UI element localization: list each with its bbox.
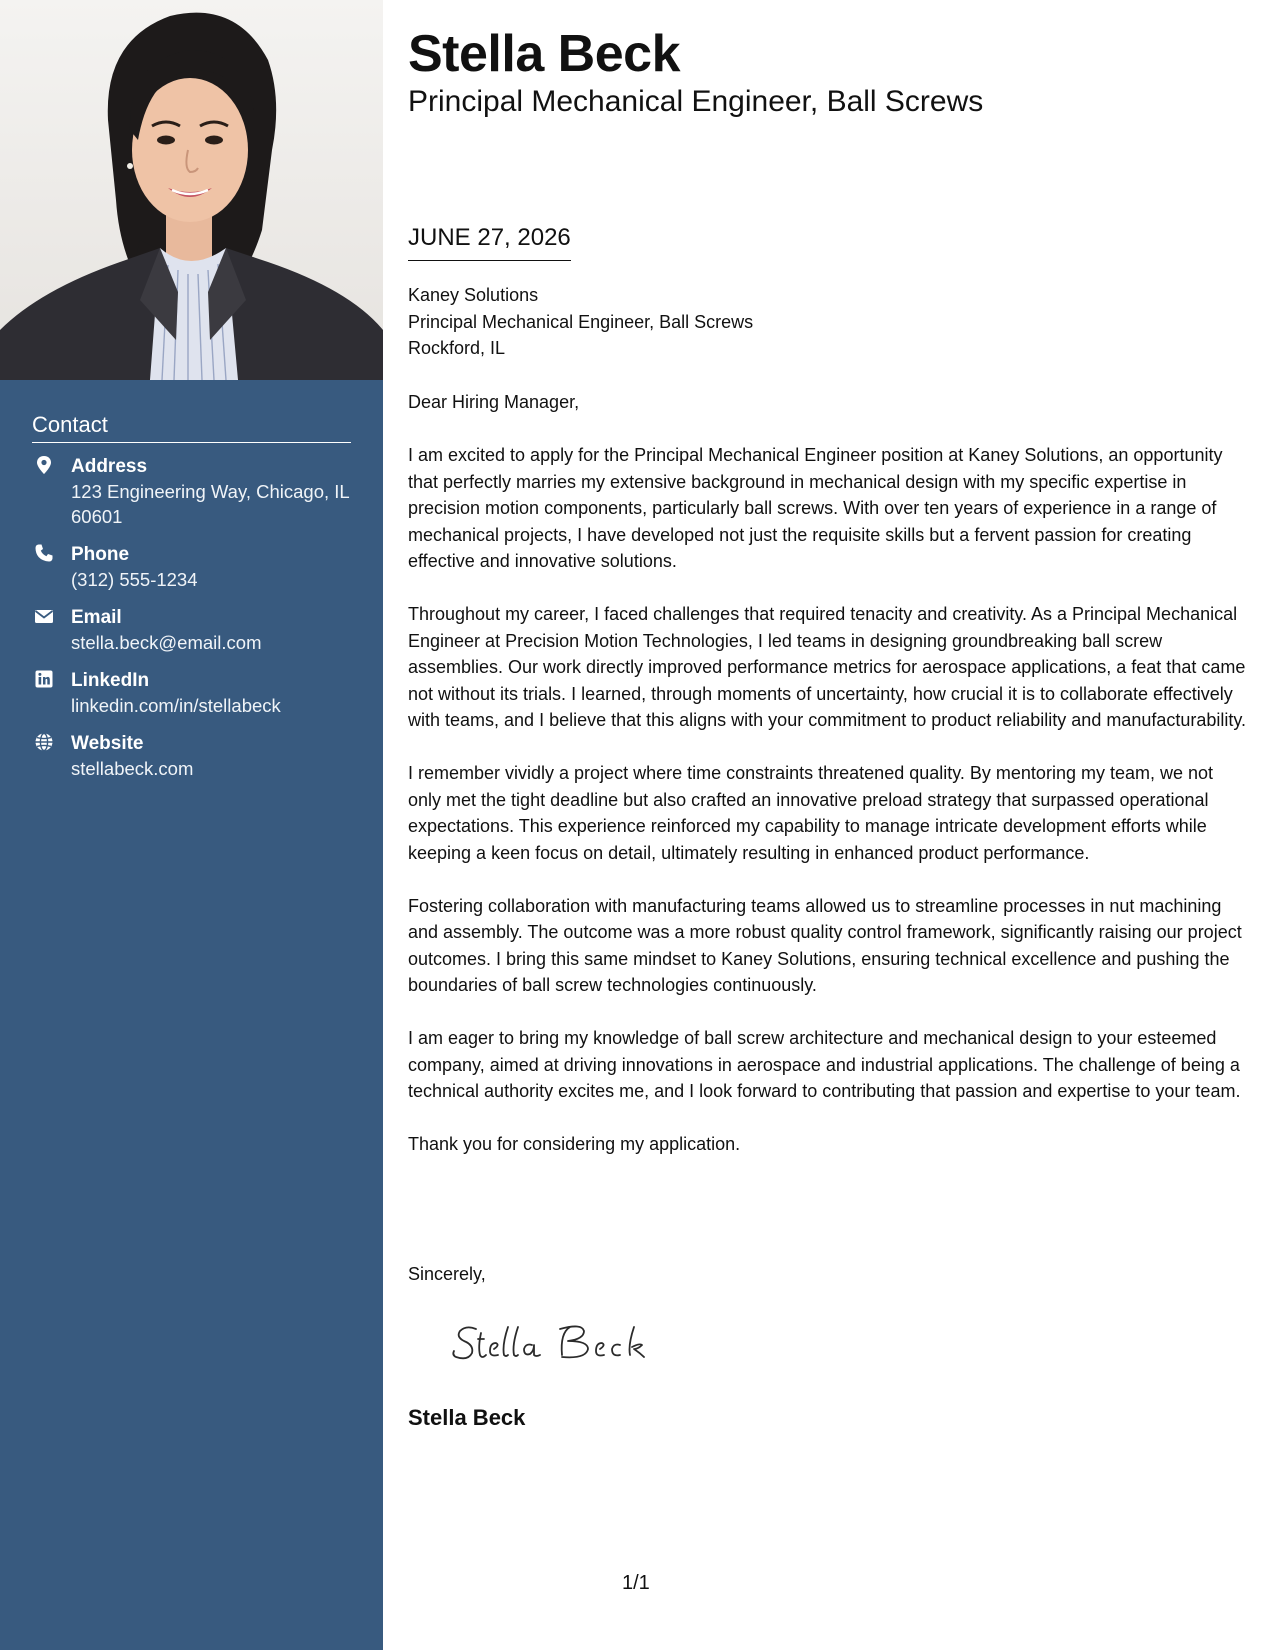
recipient-location: Rockford, IL: [408, 338, 506, 358]
contact-address: [32, 455, 351, 529]
applicant-name: Stella Beck: [408, 25, 680, 83]
greeting: Dear Hiring Manager,: [408, 392, 580, 412]
paragraph: I am eager to bring my knowledge of ball screw architecture and mechanical design to your esteemed company, aimed at driving innovations in aerospace and industrial applications. The challenge of being a technical authority excites me, and I look forward to contributing that passion and expertise to your team.: [408, 1028, 1241, 1101]
contact-label: Address: [71, 456, 148, 477]
phone-icon: [34, 543, 54, 563]
closing: Sincerely,: [408, 1264, 486, 1284]
paragraph: Fostering collaboration with manufacturing teams allowed us to streamline processes in nut machining and assembly. The outcome was a more robust quality control framework, significantly raising our project outcomes. I bring this same mindset to Kaney Solutions, ensuring technical excellence and pushing the boundaries of ball screw technologies continuously.: [408, 895, 1242, 995]
paragraph: Thank you for considering my application.: [408, 1134, 741, 1154]
contact-section: [32, 412, 351, 795]
signer-name: Stella Beck: [408, 1405, 526, 1430]
contact-heading: Contact: [32, 412, 351, 443]
signature-image: [448, 1315, 668, 1375]
recipient-block: [408, 282, 753, 362]
letter-body: [408, 389, 1250, 1184]
email-value: stella.beck@email.com: [71, 632, 262, 653]
linkedin-icon: [34, 669, 54, 689]
linkedin-value: linkedin.com/in/stellabeck: [71, 695, 281, 716]
contact-email: [32, 606, 351, 655]
profile-photo: [0, 0, 383, 380]
applicant-role: Principal Mechanical Engineer, Ball Screws: [408, 85, 984, 118]
contact-label: Email: [71, 607, 122, 628]
contact-website: [32, 732, 351, 781]
paragraph: Throughout my career, I faced challenges that required tenacity and creativity. As a Principal Mechanical Engineer at Precision Motion Technologies, I led teams in designing groundbreaking ball screw assemblies. Our work directly improved performance metrics for aerospace applications, a feat that came not without its trials. I learned, through moments of uncertainty, how crucial it is to collaborate effectively with teams, and I believe that this aligns with your commitment to product reliability and manufacturability.: [408, 604, 1247, 730]
page-number: 1/1: [622, 1572, 650, 1594]
contact-phone: [32, 543, 351, 592]
recipient-position: Principal Mechanical Engineer, Ball Screws: [408, 311, 754, 332]
paragraph: I remember vividly a project where time constraints threatened quality. By mentoring my team, we not only met the tight deadline but also crafted an innovative preload strategy that surpassed operational expectations. This experience reinforced my capability to manage intricate development efforts while keeping a keen focus on detail, ultimately resulting in enhanced product performance.: [408, 763, 1214, 863]
paragraph: I am excited to apply for the Principal Mechanical Engineer position at Kaney Solutions, an opportunity that perfectly marries my extensive background in mechanical design with my specific expertise in precision motion components, particularly ball screws. With over ten years of experience in a range of mechanical projects, I have developed not just the requisite skills but a fervent passion for creating effective and innovative solutions.: [408, 445, 1223, 571]
contact-label: Phone: [71, 544, 130, 565]
recipient-company: Kaney Solutions: [408, 285, 539, 305]
contact-label: LinkedIn: [71, 670, 150, 691]
letter-date: JUNE 27, 2026: [408, 222, 571, 261]
address-value: 123 Engineering Way, Chicago, IL 60601: [71, 481, 350, 527]
phone-value: (312) 555-1234: [71, 569, 198, 590]
contact-label: Website: [71, 733, 144, 754]
contact-linkedin: [32, 669, 351, 718]
envelope-icon: [34, 606, 54, 626]
sidebar: [0, 0, 383, 1650]
location-pin-icon: [34, 455, 54, 475]
globe-icon: [34, 732, 54, 752]
website-value: stellabeck.com: [71, 758, 194, 779]
